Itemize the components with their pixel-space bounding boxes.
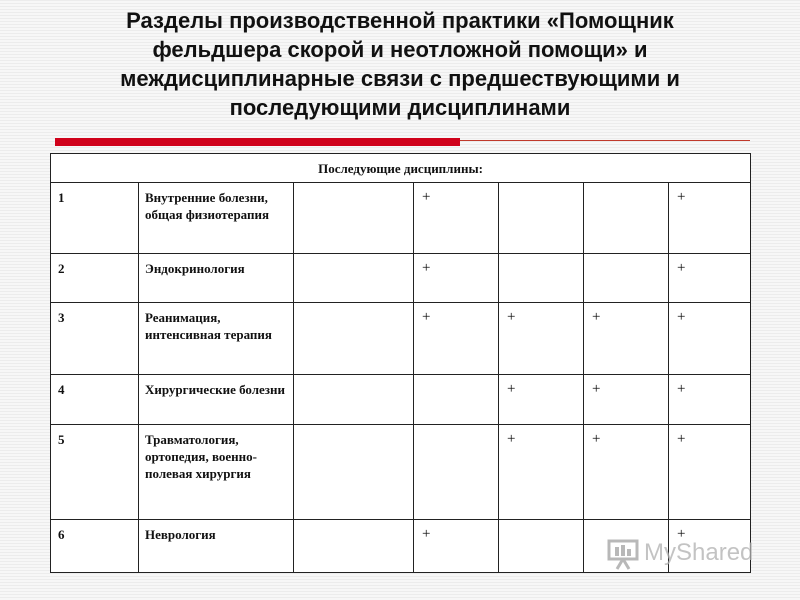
mark-cell: + <box>669 183 751 254</box>
mark-cell: + <box>669 375 751 425</box>
mark-cell <box>499 183 584 254</box>
mark-cell: + <box>414 183 499 254</box>
mark-cell <box>294 375 414 425</box>
mark-cell <box>294 425 414 520</box>
mark-cell: + <box>414 254 499 303</box>
mark-cell: + <box>414 520 499 573</box>
mark-cell <box>294 303 414 375</box>
watermark-text: MyShared <box>644 539 754 566</box>
mark-cell: + <box>414 303 499 375</box>
disciplines-table <box>50 153 754 573</box>
discipline-name: Неврология <box>139 520 294 573</box>
slide-title <box>60 6 740 122</box>
mark-cell <box>584 254 669 303</box>
mark-cell: + <box>669 303 751 375</box>
row-number: 4 <box>51 375 139 425</box>
mark-cell <box>294 254 414 303</box>
myshared-watermark <box>606 536 766 572</box>
table-row <box>51 375 751 425</box>
mark-cell <box>414 425 499 520</box>
table-row <box>51 303 751 375</box>
mark-cell: + <box>669 425 751 520</box>
mark-cell <box>294 183 414 254</box>
slide-title-line: междисциплинарные связи с предшествующими и <box>120 66 680 91</box>
mark-cell: + <box>669 254 751 303</box>
table-row <box>51 254 751 303</box>
mark-cell <box>584 183 669 254</box>
mark-cell: + <box>499 425 584 520</box>
mark-cell: + <box>584 303 669 375</box>
mark-cell: + <box>584 425 669 520</box>
table-header-row <box>51 154 751 183</box>
row-number: 6 <box>51 520 139 573</box>
row-number: 3 <box>51 303 139 375</box>
slide-title-line: последующими дисциплинами <box>229 95 571 120</box>
slide-title-line: фельдшера скорой и неотложной помощи» и <box>152 37 648 62</box>
mark-cell: + <box>499 303 584 375</box>
mark-cell: + <box>584 375 669 425</box>
table-row <box>51 425 751 520</box>
discipline-name: Хирургические болезни <box>139 375 294 425</box>
title-underline-accent <box>55 138 460 146</box>
discipline-name: Травматология, ортопедия, военно-полевая хирургия <box>139 425 294 520</box>
mark-cell <box>294 520 414 573</box>
row-number: 1 <box>51 183 139 254</box>
presentation-board-icon <box>606 538 640 570</box>
mark-cell <box>499 520 584 573</box>
title-underline-thin <box>460 140 750 141</box>
table-row <box>51 183 751 254</box>
row-number: 5 <box>51 425 139 520</box>
table-header-cell: Последующие дисциплины: <box>51 154 751 183</box>
mark-cell: + <box>669 520 751 573</box>
discipline-name: Внутренние болезни, общая физиотерапия <box>139 183 294 254</box>
mark-cell: + <box>499 375 584 425</box>
mark-cell <box>414 375 499 425</box>
discipline-name: Эндокринология <box>139 254 294 303</box>
row-number: 2 <box>51 254 139 303</box>
discipline-name: Реанимация, интенсивная терапия <box>139 303 294 375</box>
slide-title-line: Разделы производственной практики «Помощник <box>126 8 674 33</box>
mark-cell <box>499 254 584 303</box>
